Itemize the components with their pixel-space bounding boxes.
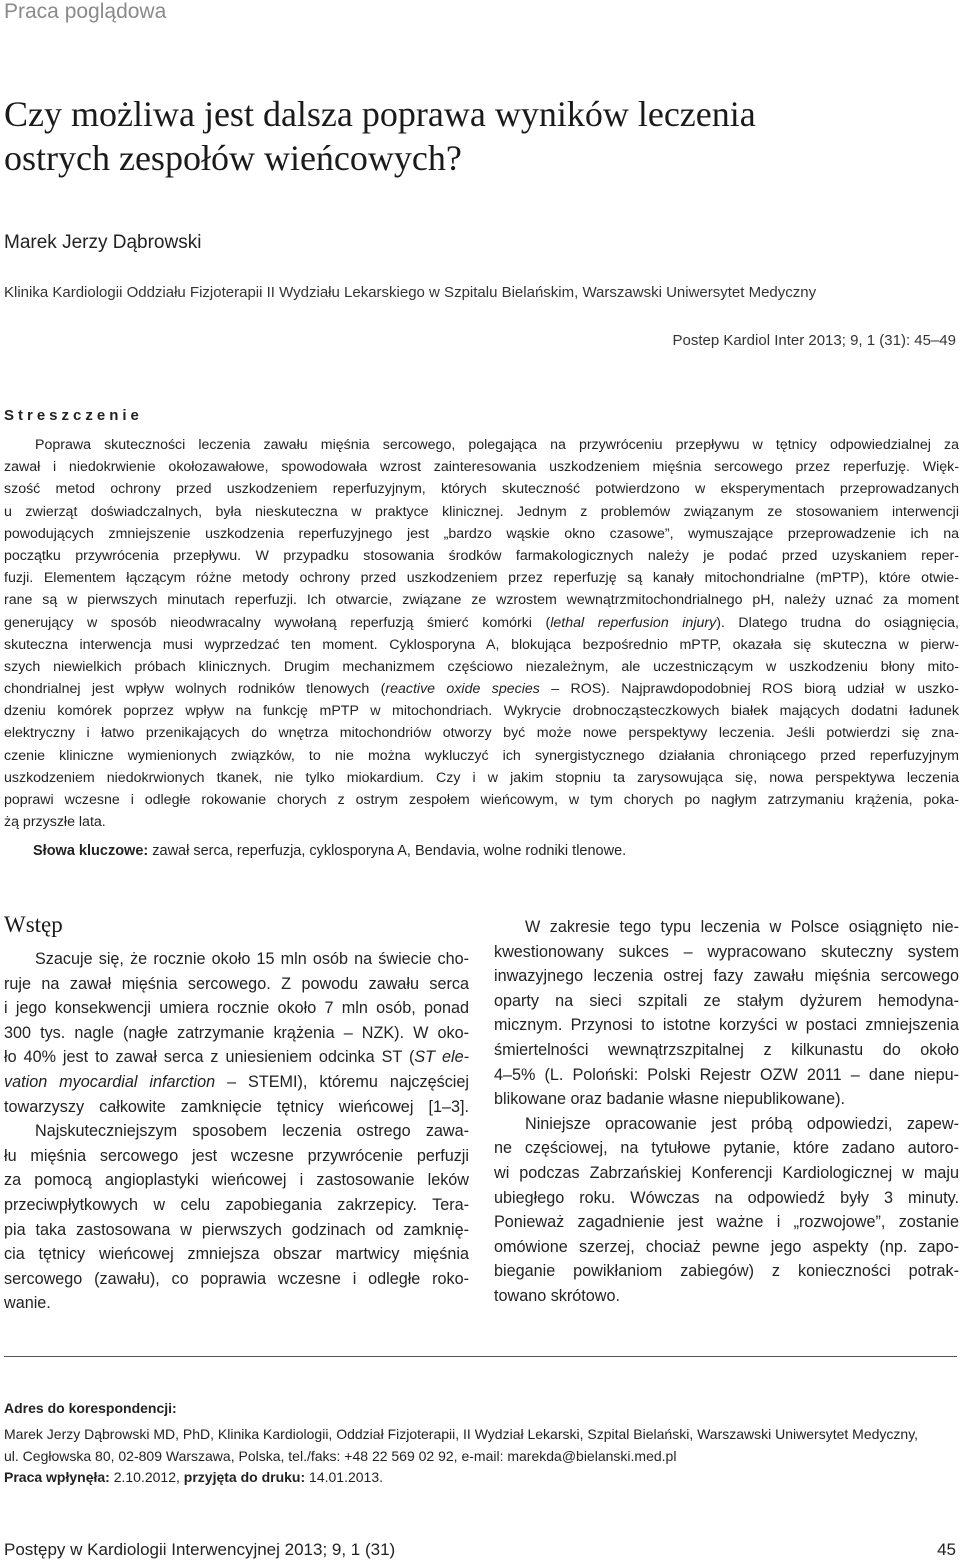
body-line: wi podczas Zabrzańskiej Konferencji Kardiologicznej w maju [494,1163,959,1182]
body-line: pia taka zastosowana w pierwszych godzinach od zamknię- [4,1220,469,1239]
title-line-1: Czy możliwa jest dalsza poprawa wyników leczenia [4,94,756,134]
intro-right-column [494,915,959,1309]
body-line: za pomocą angioplastyki wieńcowej i zastosowanie leków [4,1171,469,1190]
abstract-text: generujący w sposób nieodwracalny wywołaną reperfuzją śmierć komórki ( [4,614,551,631]
keywords-list: zawał serca, reperfuzja, cyklosporyna A, Bendavia, wolne rodniki tlenowe. [148,843,627,859]
abstract-line: początku przywrócenia przepływu. W przypadku stosowania środków farmakologicznych należy je podać przed uzyskaniem reper- [4,547,959,564]
body-italic-term: ST ele- [414,1048,470,1067]
accepted-label: przyjęta do druku: [183,1469,306,1485]
body-line: wanie. [4,1294,51,1313]
body-line: ruje na zawał mięśnia sercowego. Z powodu zawału serca [4,974,469,993]
correspondence-line: Marek Jerzy Dąbrowski MD, PhD, Klinika Kardiologii, Oddział Fizjoterapii, II Wydział Lekarski, Szpital Bielański, Warszawski Uniwersytet Medyczny, [4,1426,919,1442]
body-line [4,1045,469,1070]
body-line: kwestionowany sukces – wypracowano skuteczny system [494,942,959,961]
footnote-divider [4,1356,957,1357]
received-dates [4,1467,959,1489]
correspondence-line: ul. Cegłowska 80, 02-809 Warszawa, Polska, tel./faks: +48 22 569 02 92, e-mail: marekda@bielanski.med.pl [4,1447,677,1464]
body-line: Ponieważ zagadnienie jest ważne i „rozwojowe”, zostanie [494,1213,959,1232]
abstract-line: fuzji. Elementem łączącym różne metody ochrony przed uszkodzeniem przez reperfuzję są kanały mitochondrialne (mPTP), które otwie- [4,570,959,587]
body-line: ubiegłego roku. Wówczas na odpowiedź były 3 minuty. [494,1188,959,1207]
citation: Postep Kardiol Inter 2013; 9, 1 (31): 45–49 [672,332,956,349]
correspondence-heading: Adres do korespondencji: [4,1400,177,1416]
abstract-line: żą przyszłe lata. [4,814,106,831]
body-line: 300 tys. nagle (nagłe zatrzymanie krążenia – NZK). W oko- [4,1023,469,1042]
correspondence-block [4,1424,959,1489]
abstract-text: – ROS). Najprawdopodobniej ROS biorą udział w uszko- [539,681,959,698]
received-date: 2.10.2012, [109,1469,184,1485]
abstract-body [4,434,959,833]
abstract-line: skuteczna interwencja musi wyprzedzać ten moment. Cyklosporyna A, blokująca bezpośrednio mPTP, okazała się skuteczna w pierw- [4,636,959,653]
body-line: Niniejsze opracowanie jest próbą odpowiedzi, zapew- [525,1114,959,1133]
abstract-line: elektryczny i łatwo przenikających do wnętrza mitochondriów otworzy być może nowe perspektywy leczenia. Jeśli potwierdzi się zna- [4,725,959,742]
body-line: Najskuteczniejszym sposobem leczenia ostrego zawa- [35,1122,469,1141]
abstract-text: chondrialnej jest wpływ wolnych rodników tlenowych ( [4,681,386,698]
keywords [33,843,626,859]
abstract-line: zawał i niedokrwienie okołozawałowe, spowodowała wzrost zainteresowania uszkodzeniem mięśnia sercowego przez reperfuzję. Więk- [4,459,959,476]
accepted-date: 14.01.2013. [305,1469,383,1485]
intro-heading: Wstęp [4,912,63,937]
abstract-line: Poprawa skuteczności leczenia zawału mięśnia sercowego, polegająca na przywróceniu przepływu w tętnicy odpowiedzialnej za [35,437,959,453]
body-line: towarzyszy całkowite zamknięcie tętnicy wieńcowej [1–3]. [4,1097,469,1116]
keywords-label: Słowa kluczowe: [33,843,149,859]
page-number: 45 [937,1540,956,1559]
body-line: 4–5% (L. Poloński: Polski Rejestr OZW 2011 – dane niepu- [494,1065,959,1084]
abstract-italic-term: lethal reperfusion injury [550,614,717,631]
body-line: sercowego (zawału), co poprawia wczesne i odległe roko- [4,1269,469,1288]
abstract-line: rane są w pierwszych minutach reperfuzji. Ich otwarcie, związane ze wzrostem wewnątrzmitochondrialnego pH, należy uznać za moment [4,592,959,609]
intro-left-column [4,947,469,1316]
body-line: Szacuje się, że rocznie około 15 mln osób na świecie cho- [35,950,469,968]
abstract-line: dzeniu komórek poprzez wpływ na funkcję mPTP w mitochondriach. Wykrycie drobnocząsteczkowych białek mających dodatni ładunek [4,703,959,720]
body-line: micznym. Przynosi to istotne korzyści w postaci zmniejszenia [494,1016,959,1035]
body-text: ło 40% jest to zawał serca z uniesieniem odcinka ST ( [4,1048,415,1067]
abstract-text: ). Dlatego trudna do osiągnięcia, [716,614,959,631]
body-line: towano skrótowo. [494,1286,620,1305]
body-italic-term: vation myocardial infarction [4,1072,216,1091]
body-line: W zakresie tego typu leczenia w Polsce osiągnięto nie- [525,918,959,936]
received-label: Praca wpłynęła: [4,1469,110,1485]
author-affiliation: Klinika Kardiologii Oddziału Fizjoterapii II Wydziału Lekarskiego w Szpitalu Bielańskim, Warszawski Uniwersytet Medyczny [4,284,817,301]
body-line: ne częściowej, na tytułowe pytanie, które zadano autoro- [494,1139,959,1158]
section-label: Praca poglądowa [4,0,167,23]
title-line-2: ostrych zespołów wieńcowych? [4,138,462,178]
abstract-line: powodujących zmniejszenie uszkodzenia reperfuzyjnego jest „bardzo wąskie okno czasowe”, wymuszające przeprowadzenie ich na [4,525,959,542]
body-line: cia tętnicy wieńcowej zmniejsza obszar martwicy mięśnia [4,1245,469,1264]
abstract-line: poprawi wczesne i odległe rokowanie chorych z ostrym zespołem wieńcowym, w tym chorych po nagłym zatrzymaniu krążenia, poka- [4,792,959,808]
body-line: oparty na sieci szpitali ze stałym dyżurem hemodyna- [494,991,959,1010]
author-name: Marek Jerzy Dąbrowski [4,232,202,253]
abstract-line: czenie kliniczne wymienionych związków, to nie można wykluczyć ich synergistycznego działania chroniącego przed reperfuzyjnym [4,747,959,764]
abstract-heading: Streszczenie [4,407,143,424]
abstract-line: uszkodzeniem niedokrwionych tkanek, nie tylko miokardium. Czy i w jakim stopniu ta zarysowująca się, nowa perspektywa leczenia [4,769,959,786]
body-line: przeciwpłytkowych w celu zapobiegania zakrzepicy. Tera- [4,1195,469,1214]
journal-footer: Postępy w Kardiologii Interwencyjnej 2013; 9, 1 (31) [4,1540,396,1559]
abstract-line: szych niewielkich próbach klinicznych. Drugim mechanizmem częściowo niezależnym, ale uczestniczącym w uszkodzeniu błony mito- [4,658,959,675]
body-line [4,1070,469,1095]
body-line: inwazyjnego leczenia ostrej fazy zawału mięśnia sercowego [494,967,959,986]
body-line: blikowane oraz badanie własne niepublikowane). [494,1090,845,1109]
article-title [4,92,944,180]
body-text: – STEMI), któremu najczęściej [215,1072,469,1091]
body-line: omówione szerzej, chociaż pewne jego aspekty (np. zapo- [494,1237,959,1256]
body-line: łu mięśnia sercowego jest wczesne przywrócenie perfuzji [4,1146,469,1165]
body-line: śmiertelności wewnątrzszpitalnej z kilkunastu do około [494,1040,959,1059]
body-line: bieganie powikłaniom zabiegów) z konieczności potrak- [494,1262,959,1281]
abstract-line: u zwierząt doświadczalnych, była nieskuteczna w praktyce klinicznej. Jednym z problemów związanym ze stosowaniem interwencji [4,503,959,520]
body-line: i jego konsekwencji umiera rocznie około 7 mln osób, ponad [4,999,469,1018]
abstract-italic-term: reactive oxide species [385,681,540,698]
abstract-line [4,612,959,634]
abstract-line: szość metod ochrony przed uszkodzeniem reperfuzyjnym, których skuteczność potwierdzono w eksperymentach przeprowadzanych [4,481,959,498]
abstract-line [4,678,959,700]
